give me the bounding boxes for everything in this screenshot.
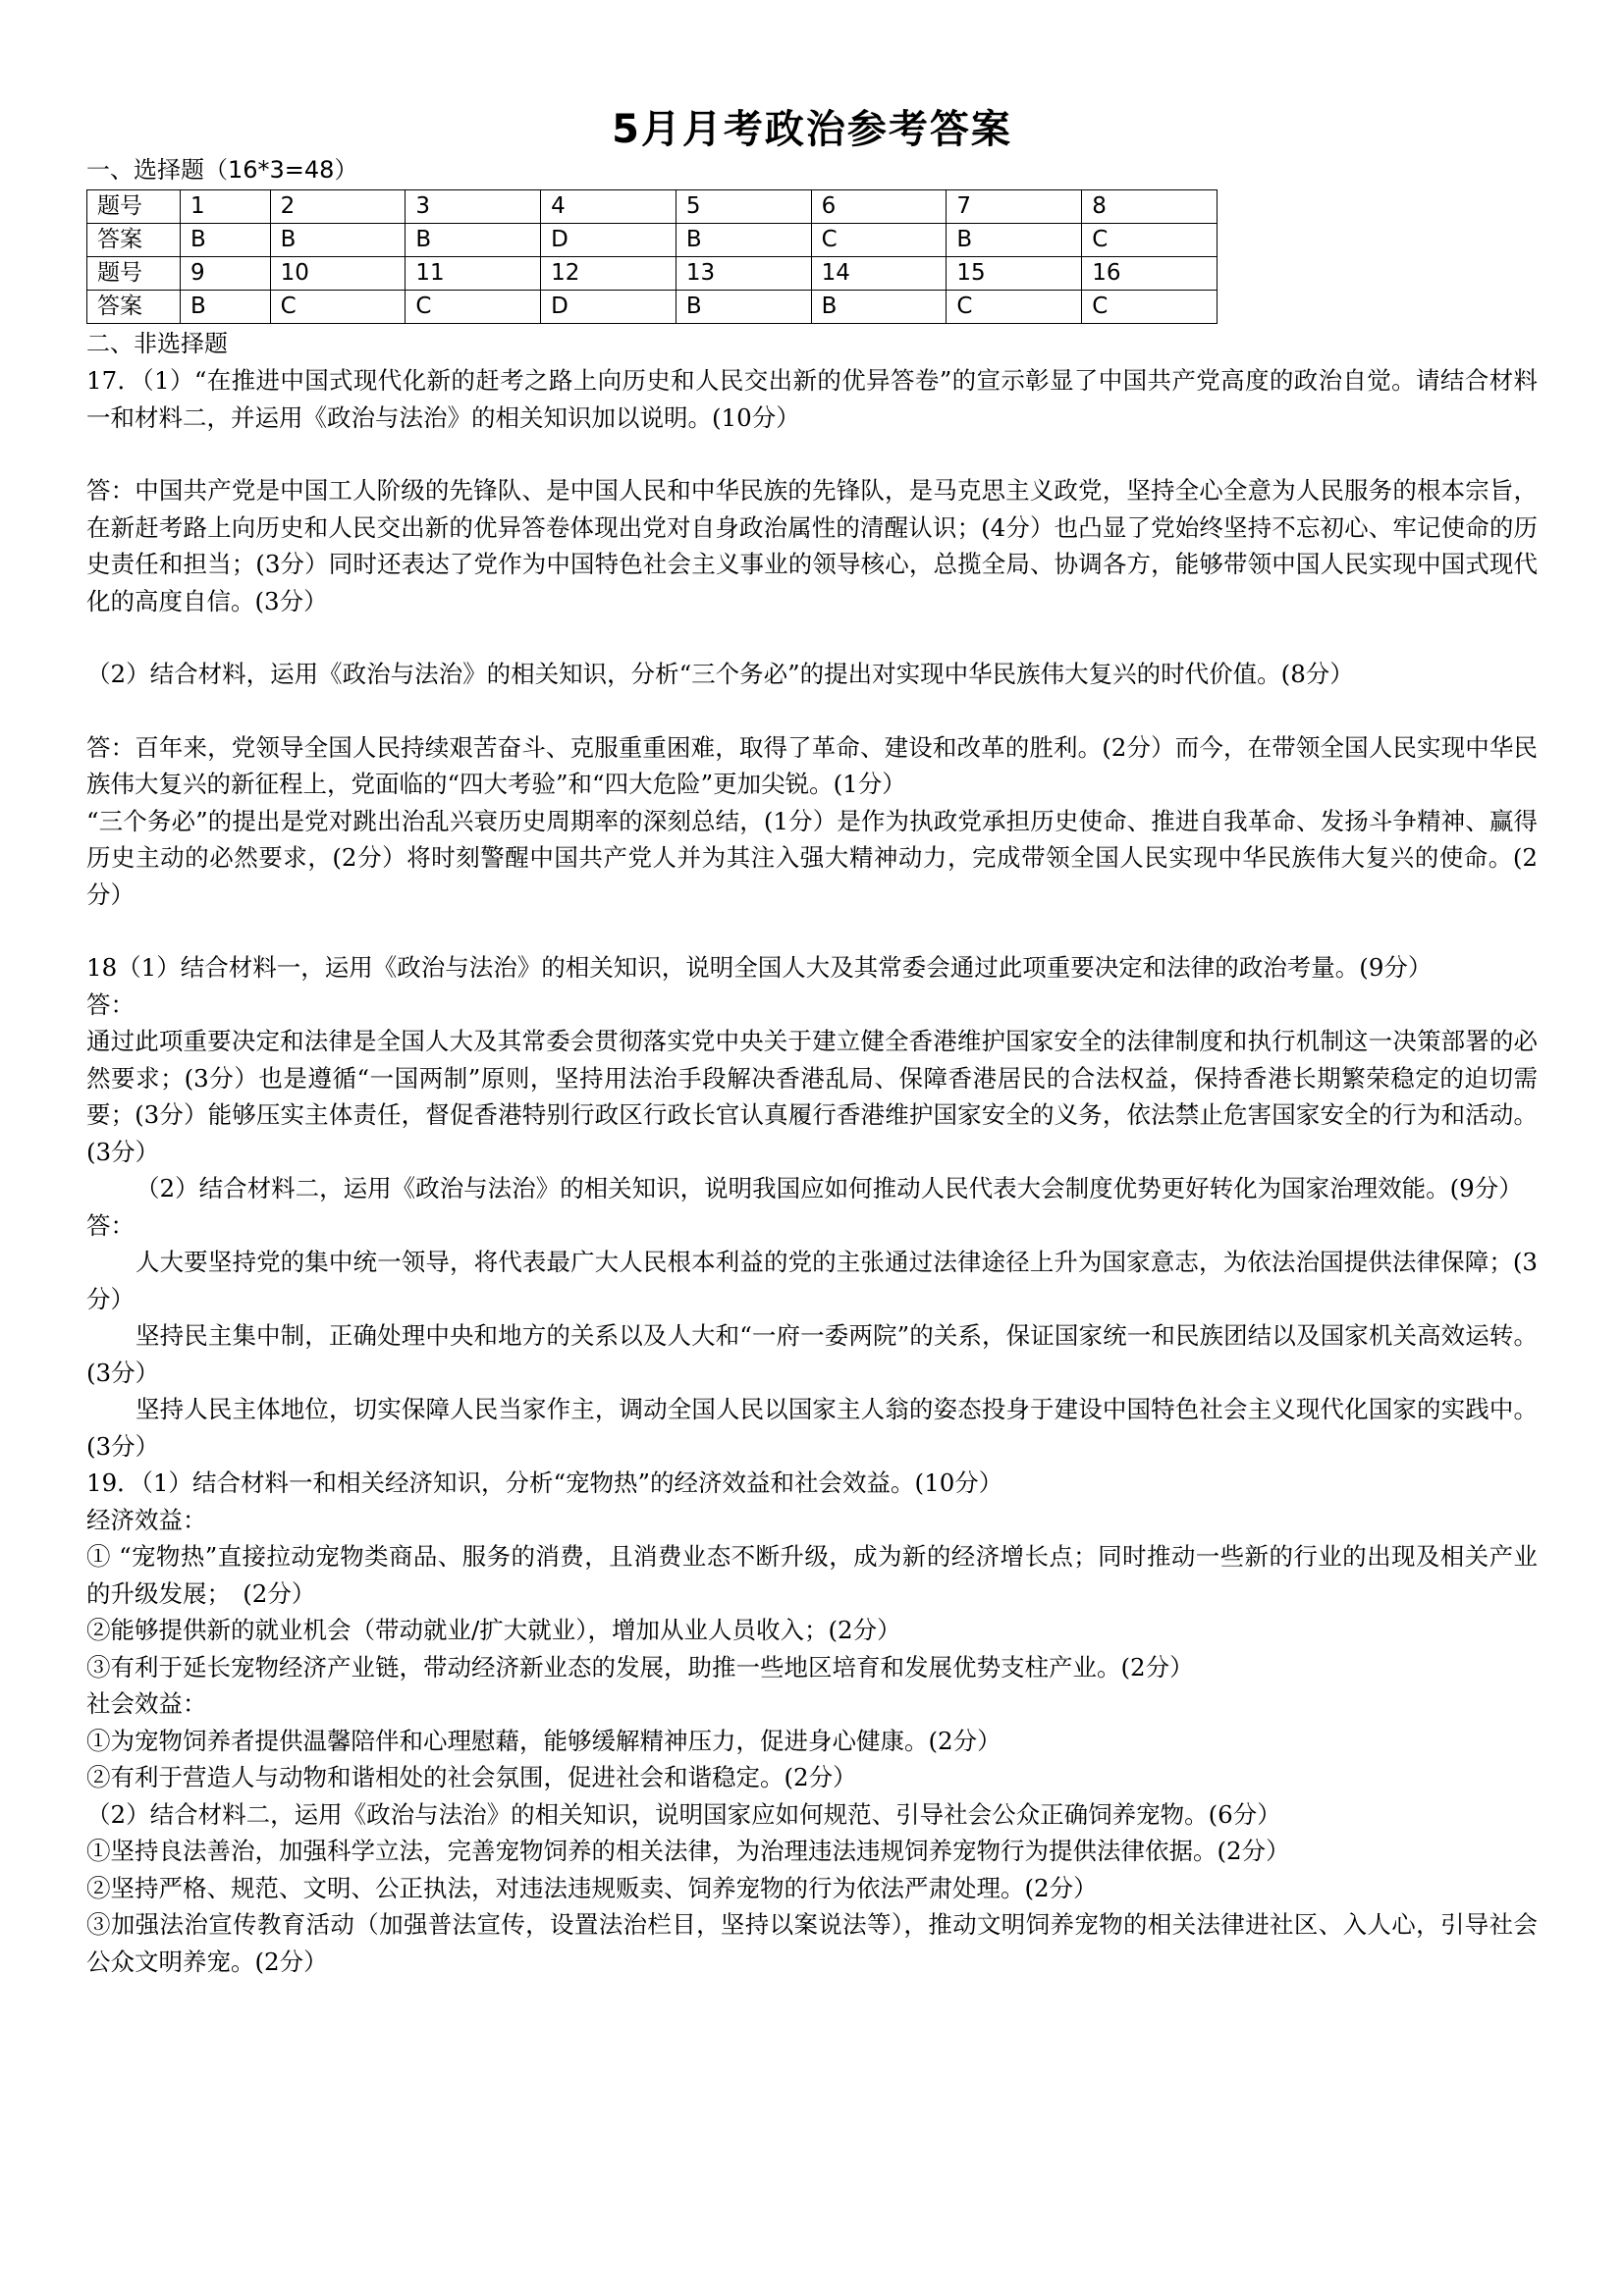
table-cell: 14 [811,257,947,291]
answer-table [86,189,1218,324]
table-cell: 8 [1082,190,1218,224]
q18-2-answer-point-1: 人大要坚持党的集中统一领导，将代表最广大人民根本利益的党的主张通过法律途径上升为国家意志，为依法治国提供法律保障；(3分） [86,1248,1538,1313]
spacer [86,436,1538,472]
table-cell: D [541,224,677,257]
section-1-heading: 一、选择题（16*3=48） [86,156,358,184]
row-label: 答案 [87,224,181,257]
table-cell: 6 [811,190,947,224]
table-cell: B [406,224,541,257]
document-body [86,152,1538,1980]
spacer [86,619,1538,656]
table-cell: B [676,224,811,257]
q19-1-question: 19．（1）结合材料一和相关经济知识，分析“宠物热”的经济效益和社会效益。(10分） [86,1468,1003,1497]
table-cell: 12 [541,257,677,291]
table-cell: 15 [947,257,1082,291]
social-benefit-1: ①为宠物饲养者提供温馨陪伴和心理慰藉，能够缓解精神压力，促进身心健康。(2分） [86,1726,1001,1755]
q19-2-answer-3: ③加强法治宣传教育活动（加强普法宣传，设置法治栏目，坚持以案说法等），推动文明饲养宠物的相关法律进社区、入人心，引导社会公众文明养宠。(2分） [86,1910,1538,1976]
table-row [87,291,1218,324]
table-row [87,190,1218,224]
table-cell: C [1082,224,1218,257]
q17-2-answer-part2: “三个务必”的提出是党对跳出治乱兴衰历史周期率的深刻总结，(1分）是作为执政党承担历史使命、推进自我革命、发扬斗争精神、赢得历史主动的必然要求，(2分）将时刻警醒中国共产党人并为其注入强大精神动力，完成带领全国人民实现中华民族伟大复兴的使命。(2分） [86,806,1538,909]
q18-1-answer: 通过此项重要决定和法律是全国人大及其常委会贯彻落实党中央关于建立健全香港维护国家安全的法律制度和执行机制这一决策部署的必然要求；(3分）也是遵循“一国两制”原则，坚持用法治手段解决香港乱局、保障香港居民的合法权益，保持香港长期繁荣稳定的迫切需要；(3分）能够压实主体责任，督促香港特别行政区行政长官认真履行香港维护国家安全的义务，依法禁止危害国家安全的行为和活动。(3分） [86,1027,1538,1166]
table-cell: C [1082,291,1218,324]
q17-1-answer: 答：中国共产党是中国工人阶级的先锋队、是中国人民和中华民族的先锋队，是马克思主义政党，坚持全心全意为人民服务的根本宗旨，在新赶考路上向历史和人民交出新的优异答卷体现出党对自身政治属性的清醒认识；(4分）也凸显了党始终坚持不忘初心、牢记使命的历史责任和担当；(3分）同时还表达了党作为中国特色社会主义事业的领导核心，总揽全局、协调各方，能够带领中国人民实现中国式现代化的高度自信。(3分） [86,476,1538,615]
row-label: 题号 [87,257,181,291]
table-cell: 4 [541,190,677,224]
q19-2-answer-2: ②坚持严格、规范、文明、公正执法，对违法违规贩卖、饲养宠物的行为依法严肃处理。(2分） [86,1873,1098,1902]
table-cell: B [181,291,271,324]
table-cell: B [947,224,1082,257]
q19-2-answer-1: ①坚持良法善治，加强科学立法，完善宠物饲养的相关法律，为治理违法违规饲养宠物行为提供法律依据。(2分） [86,1837,1290,1865]
table-cell: 1 [181,190,271,224]
table-cell: 7 [947,190,1082,224]
economic-benefit-3: ③有利于延长宠物经济产业链，带动经济新业态的发展，助推一些地区培育和发展优势支柱产业。(2分） [86,1652,1194,1682]
table-cell: C [406,291,541,324]
table-cell: 2 [270,190,406,224]
section-2-heading: 二、非选择题 [86,330,228,357]
q18-2-question: （2）结合材料二，运用《政治与法治》的相关知识，说明我国应如何推动人民代表大会制度优势更好转化为国家治理效能。(9分） [135,1174,1523,1202]
q18-1-answer-label: 答： [86,989,135,1019]
table-cell: 11 [406,257,541,291]
q18-2-answer-label: 答： [86,1210,135,1240]
table-cell: C [270,291,406,324]
q18-2-answer-point-3: 坚持人民主体地位，切实保障人民当家作主，调动全国人民以国家主人翁的姿态投身于建设中国特色社会主义现代化国家的实践中。(3分） [86,1395,1538,1461]
table-row [87,257,1218,291]
social-benefits-label: 社会效益： [86,1689,207,1718]
q17-2-answer-part1: 答：百年来，党领导全国人民持续艰苦奋斗、克服重重困难，取得了革命、建设和改革的胜利。(2分）而今，在带领全国人民实现中华民族伟大复兴的新征程上，党面临的“四大考验”和“四大危险”更加尖锐。(1分） [86,732,1538,798]
q19-2-question: （2）结合材料二，运用《政治与法治》的相关知识，说明国家应如何规范、引导社会公众正确饲养宠物。(6分） [86,1799,1281,1829]
economic-benefits-label: 经济效益： [86,1505,207,1534]
row-label: 题号 [87,190,181,224]
table-cell: C [811,224,947,257]
table-cell: 16 [1082,257,1218,291]
spacer [86,913,1538,949]
table-cell: 9 [181,257,271,291]
economic-benefit-2: ②能够提供新的就业机会（带动就业/扩大就业），增加从业人员收入；(2分） [86,1616,901,1644]
table-cell: 5 [676,190,811,224]
table-cell: 13 [676,257,811,291]
table-cell: B [181,224,271,257]
table-cell: B [676,291,811,324]
q17-2-question: （2）结合材料，运用《政治与法治》的相关知识，分析“三个务必”的提出对实现中华民族伟大复兴的时代价值。(8分） [86,660,1354,688]
q17-1-question: 17．（1）“在推进中国式现代化新的赶考之路上向历史和人民交出新的优异答卷”的宣示彰显了中国共产党高度的政治自觉。请结合材料一和材料二，并运用《政治与法治》的相关知识加以说明。(10分） [86,366,1538,432]
table-cell: B [811,291,947,324]
spacer [86,693,1538,729]
economic-benefit-1: ① “宠物热”直接拉动宠物类商品、服务的消费，且消费业态不断升级，成为新的经济增长点；同时推动一些新的行业的出现及相关产业的升级发展； (2分） [86,1542,1538,1608]
table-cell: 10 [270,257,406,291]
page-title: 5月月考政治参考答案 [612,107,1012,152]
table-cell: D [541,291,677,324]
social-benefit-2: ②有利于营造人与动物和谐相处的社会氛围，促进社会和谐稳定。(2分） [86,1763,857,1791]
q18-1-question: 18（1）结合材料一，运用《政治与法治》的相关知识，说明全国人大及其常委会通过此项重要决定和法律的政治考量。(9分） [86,953,1433,982]
q18-2-answer-point-2: 坚持民主集中制，正确处理中央和地方的关系以及人大和“一府一委两院”的关系，保证国家统一和民族团结以及国家机关高效运转。(3分） [86,1321,1538,1387]
table-cell: 3 [406,190,541,224]
table-cell: C [947,291,1082,324]
table-cell: B [270,224,406,257]
row-label: 答案 [87,291,181,324]
table-row [87,224,1218,257]
